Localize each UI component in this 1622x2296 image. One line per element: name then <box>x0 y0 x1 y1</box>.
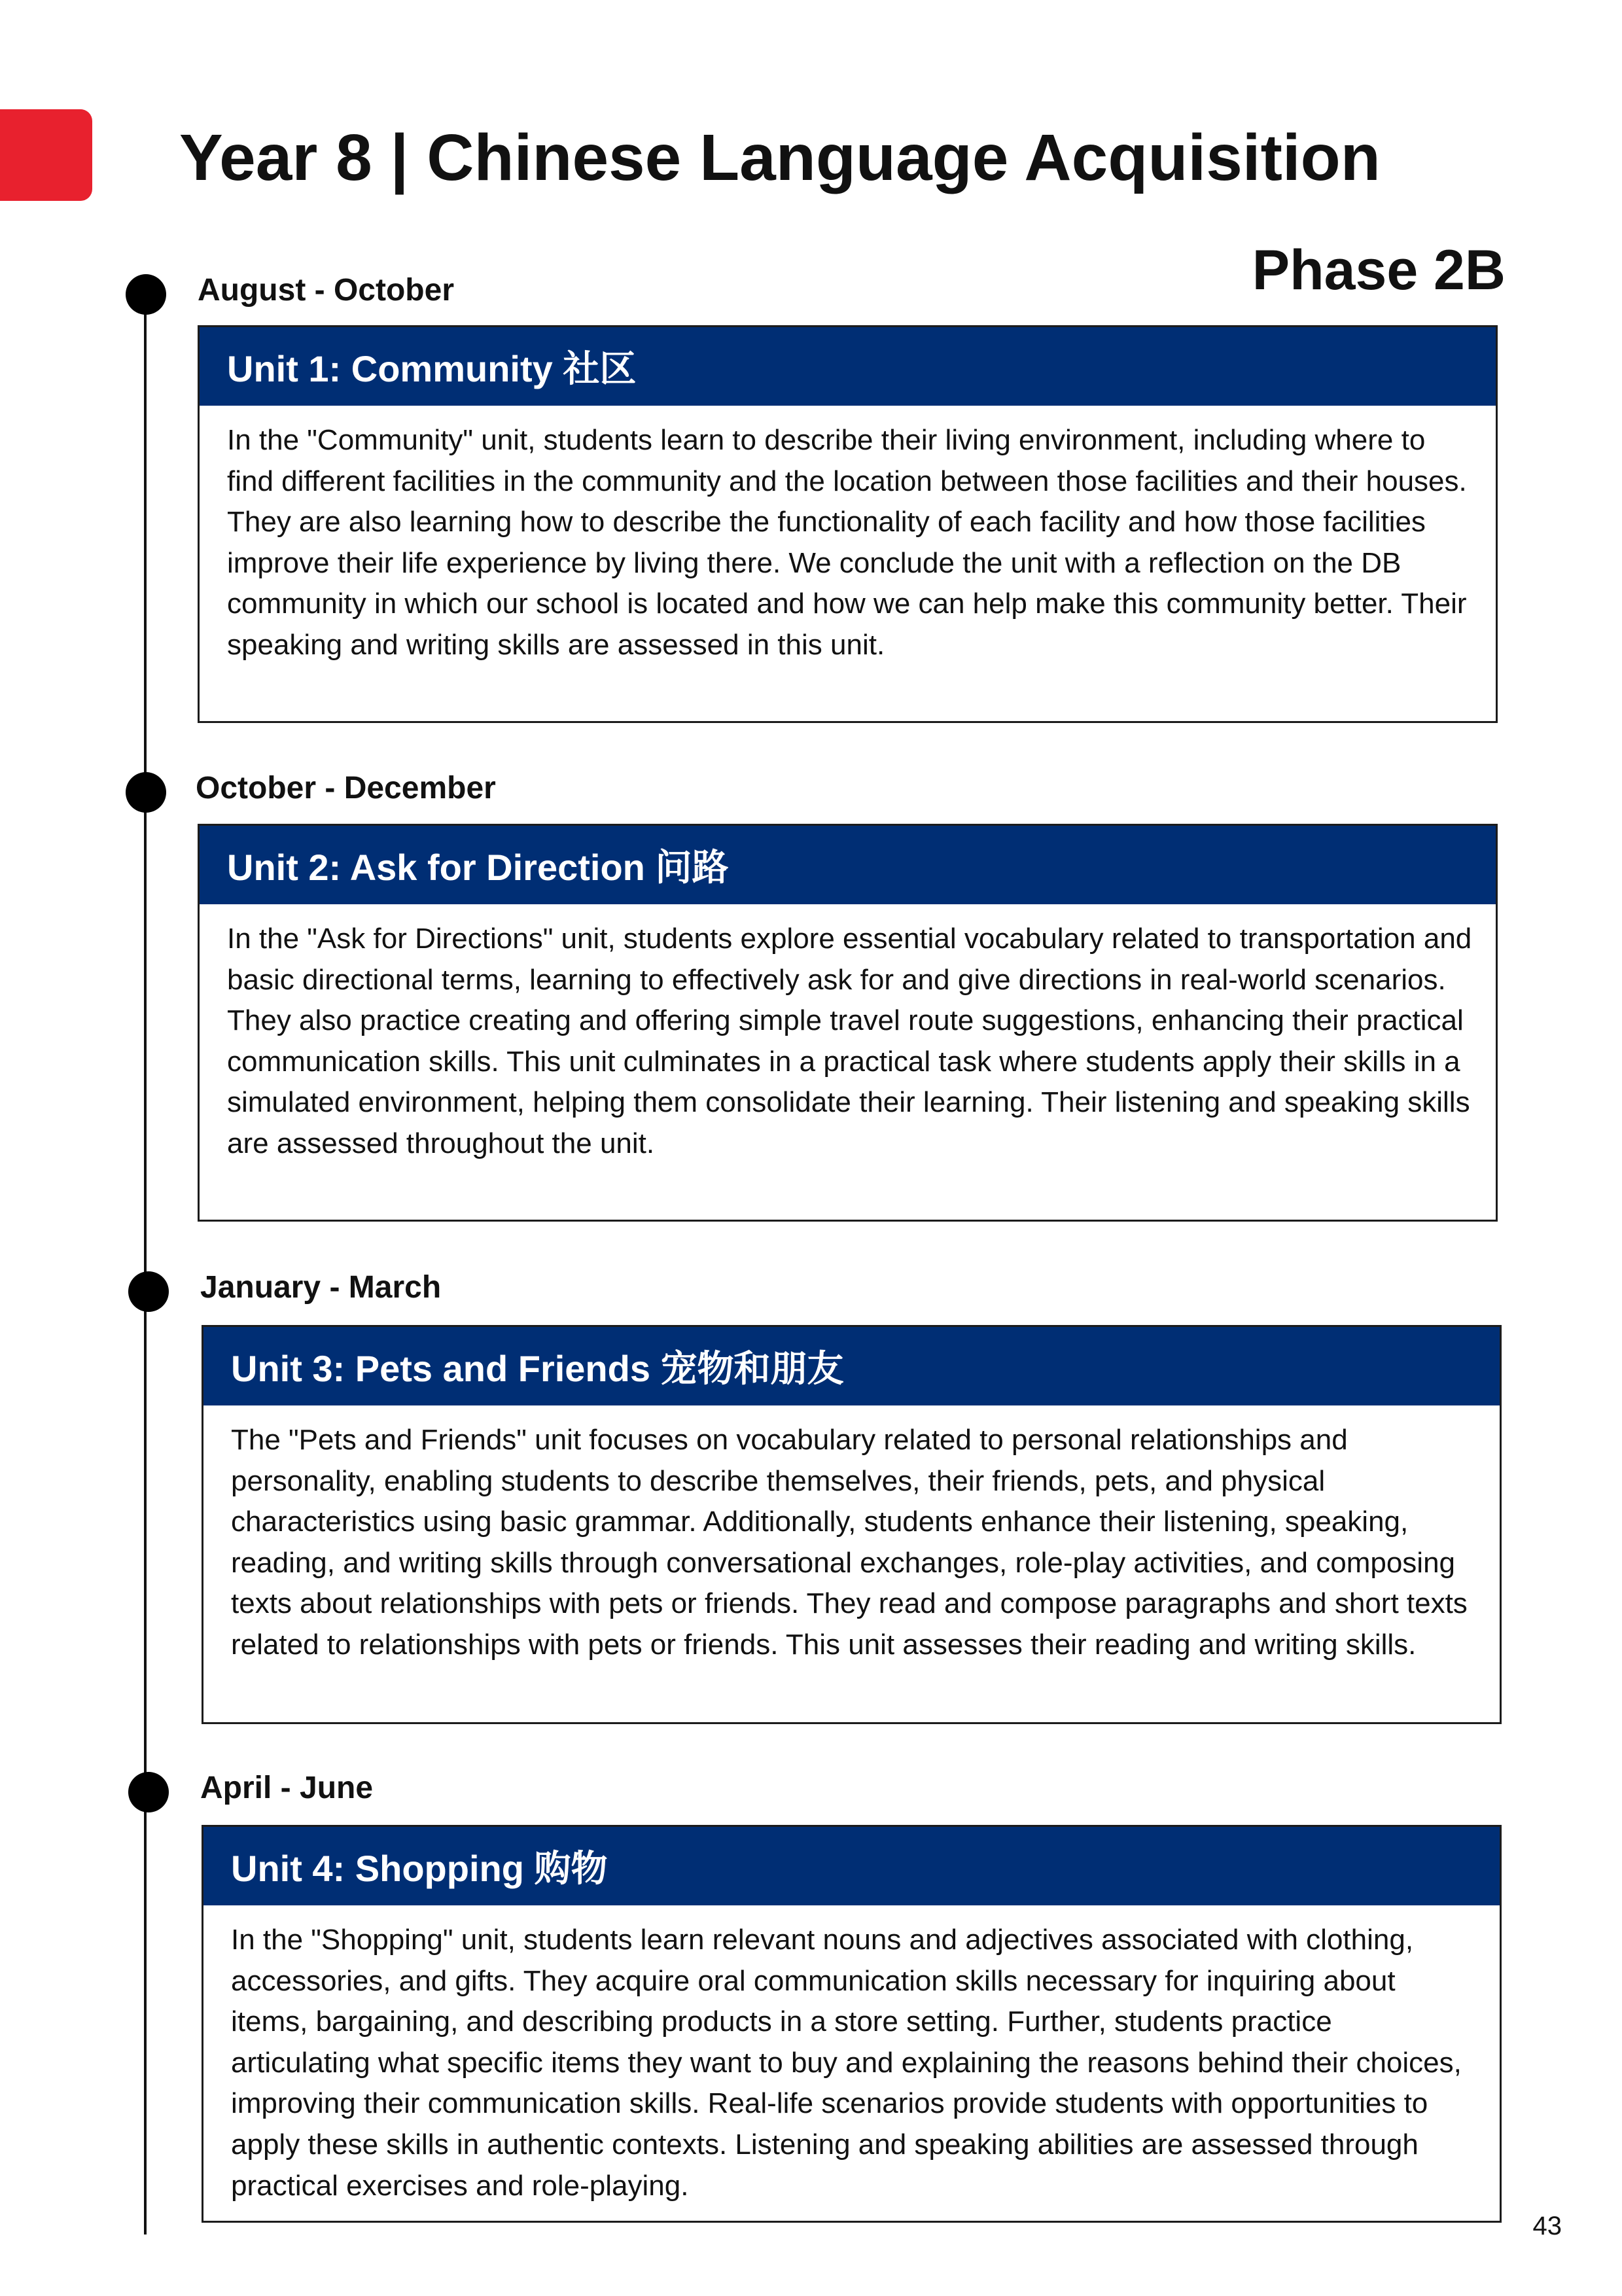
page-number: 43 <box>1532 2212 1562 2240</box>
timeline-dot <box>128 1271 169 1312</box>
unit-title: Unit 2: Ask for Direction 问路 <box>200 826 1496 904</box>
unit-title: Unit 4: Shopping 购物 <box>203 1827 1500 1905</box>
timeline-dot <box>128 1772 169 1812</box>
unit-description: In the "Community" unit, students learn to describe their living environment, including where to find different facilities in the community and the location between those facilities and their houses. They are also learning how to describe the functionality of each facility and how those facilities improve their life experience by living there. We conclude the unit with a reflection on the DB community in which our school is located and how we can help make this community better. Their speaking and writing skills are assessed in this unit. <box>227 424 1467 661</box>
unit-title: Unit 1: Community 社区 <box>200 327 1496 406</box>
unit-description: The "Pets and Friends" unit focuses on vocabulary related to personal relationships and personality, enabling students to describe themselves, their friends, pets, and physical characteristics using basic grammar. Additionally, students enhance their listening, speaking, reading, and writing skills through conversational exchanges, role-play activities, and composing texts about relationships with pets or friends. They read and compose paragraphs and short texts related to relationships with pets or friends. This unit assesses their reading and writing skills. <box>231 1424 1468 1661</box>
red-accent-tab <box>0 109 92 201</box>
timeline-dot <box>126 274 166 315</box>
phase-label: Phase 2B <box>1252 239 1506 302</box>
unit-card <box>198 325 1498 723</box>
unit-card <box>202 1825 1502 2223</box>
unit-period: April - June <box>200 1771 374 1805</box>
unit-period: October - December <box>196 771 496 805</box>
unit-period: August - October <box>198 273 454 308</box>
unit-title: Unit 3: Pets and Friends 宠物和朋友 <box>203 1327 1500 1405</box>
timeline-line <box>144 281 147 2234</box>
unit-card <box>202 1325 1502 1724</box>
unit-description: In the "Ask for Directions" unit, students explore essential vocabulary related to transportation and basic directional terms, learning to effectively ask for and give directions in real-world scenarios. They also practice creating and offering simple travel route suggestions, enhancing their practical communication skills. This unit culminates in a practical task where students apply their skills in a simulated environment, helping them consolidate their learning. Their listening and speaking skills are assessed throughout the unit. <box>227 923 1472 1159</box>
unit-period: January - March <box>200 1270 442 1305</box>
timeline-dot <box>126 772 166 813</box>
page-title: Year 8 | Chinese Language Acquisition <box>179 121 1381 194</box>
unit-card <box>198 824 1498 1222</box>
unit-description: In the "Shopping" unit, students learn relevant nouns and adjectives associated with clothing, accessories, and gifts. They acquire oral communication skills necessary for inquiring about items, bargaining, and describing products in a store setting. Further, students practice articulating what specific items they want to buy and explaining the reasons behind their choices, improving their communication skills. Real-life scenarios provide students with opportunities to apply these skills in authentic contexts. Listening and speaking abilities are assessed through practical exercises and role-playing. <box>231 1924 1462 2202</box>
